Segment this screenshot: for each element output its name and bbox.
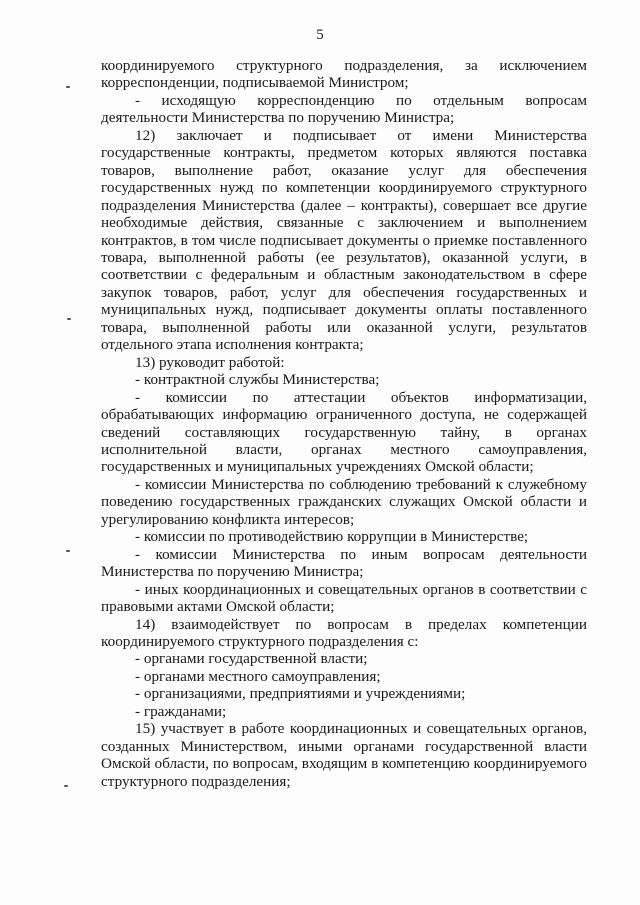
- paragraph: координируемого структурного подразделения, за исключением корреспонденции, подписываемой Министром;: [101, 57, 587, 92]
- page-number: 5: [316, 27, 324, 43]
- margin-mark: [67, 318, 71, 320]
- list-item: - органами местного самоуправления;: [135, 667, 381, 685]
- list-item: - комиссии по противодействию коррупции в Министерстве;: [135, 528, 529, 546]
- margin-mark: [64, 785, 68, 787]
- list-item: - контрактной службы Министерства;: [135, 371, 380, 389]
- list-item: - комиссии Министерства по иным вопросам деятельности Министерства по поручению Министра;: [101, 545, 587, 581]
- list-item: - органами государственной власти;: [135, 650, 368, 668]
- numbered-clause: 14) взаимодействует по вопросам в пределах компетенции координируемого структурного подразделения с:: [101, 615, 587, 650]
- list-item: - иных координационных и совещательных органов в соответствии с правовыми актами Омской области;: [101, 580, 587, 616]
- numbered-clause: 13) руководит работой:: [135, 353, 285, 371]
- numbered-clause: 12) заключает и подписывает от имени Министерства государственные контракты, предметом которых являются поставка товаров, выполнение работ, оказание услуг для обеспечения государственных нужд по компетенции координируемого структурного подразделения Министерства (далее – контракты), совершает все другие необходимые действия, связанные с заключением и выполнением контрактов, в том числе подписывает документы о приемке поставленного товара, выполненной работы (ее результатов), оказанной услуги, в соответствии с федеральным и областным законодательством в сфере закупок товаров, работ, услуг для обеспечения государственных и муниципальных нужд, подписывает документы оплаты поставленного товара, выполненной работы или оказанной услуги, результатов отдельного этапа исполнения контракта;: [101, 126, 587, 354]
- list-item: - исходящую корреспонденцию по отдельным вопросам деятельности Министерства по поручению Министра;: [101, 91, 587, 127]
- list-item: - комиссии по аттестации объектов информатизации, обрабатывающих информацию ограниченного доступа, не содержащей сведений составляющих государственную тайну, в органах исполнительной власти, органах местного самоуправления, государственных и муниципальных учреждениях Омской области;: [101, 388, 587, 476]
- numbered-clause: 15) участвует в работе координационных и совещательных органов, созданных Министерством, иными органами государственной власти Омской области, по вопросам, входящим в компетенцию координируемого структурного подразделения;: [101, 720, 587, 790]
- margin-mark: [66, 86, 70, 88]
- document-body: [101, 57, 587, 790]
- list-item: - организациями, предприятиями и учреждениями;: [135, 685, 466, 703]
- list-item: - гражданами;: [135, 702, 227, 720]
- margin-mark: [66, 550, 70, 552]
- list-item: - комиссии Министерства по соблюдению требований к служебному поведению государственных гражданских служащих Омской области и урегулированию конфликта интересов;: [101, 475, 587, 528]
